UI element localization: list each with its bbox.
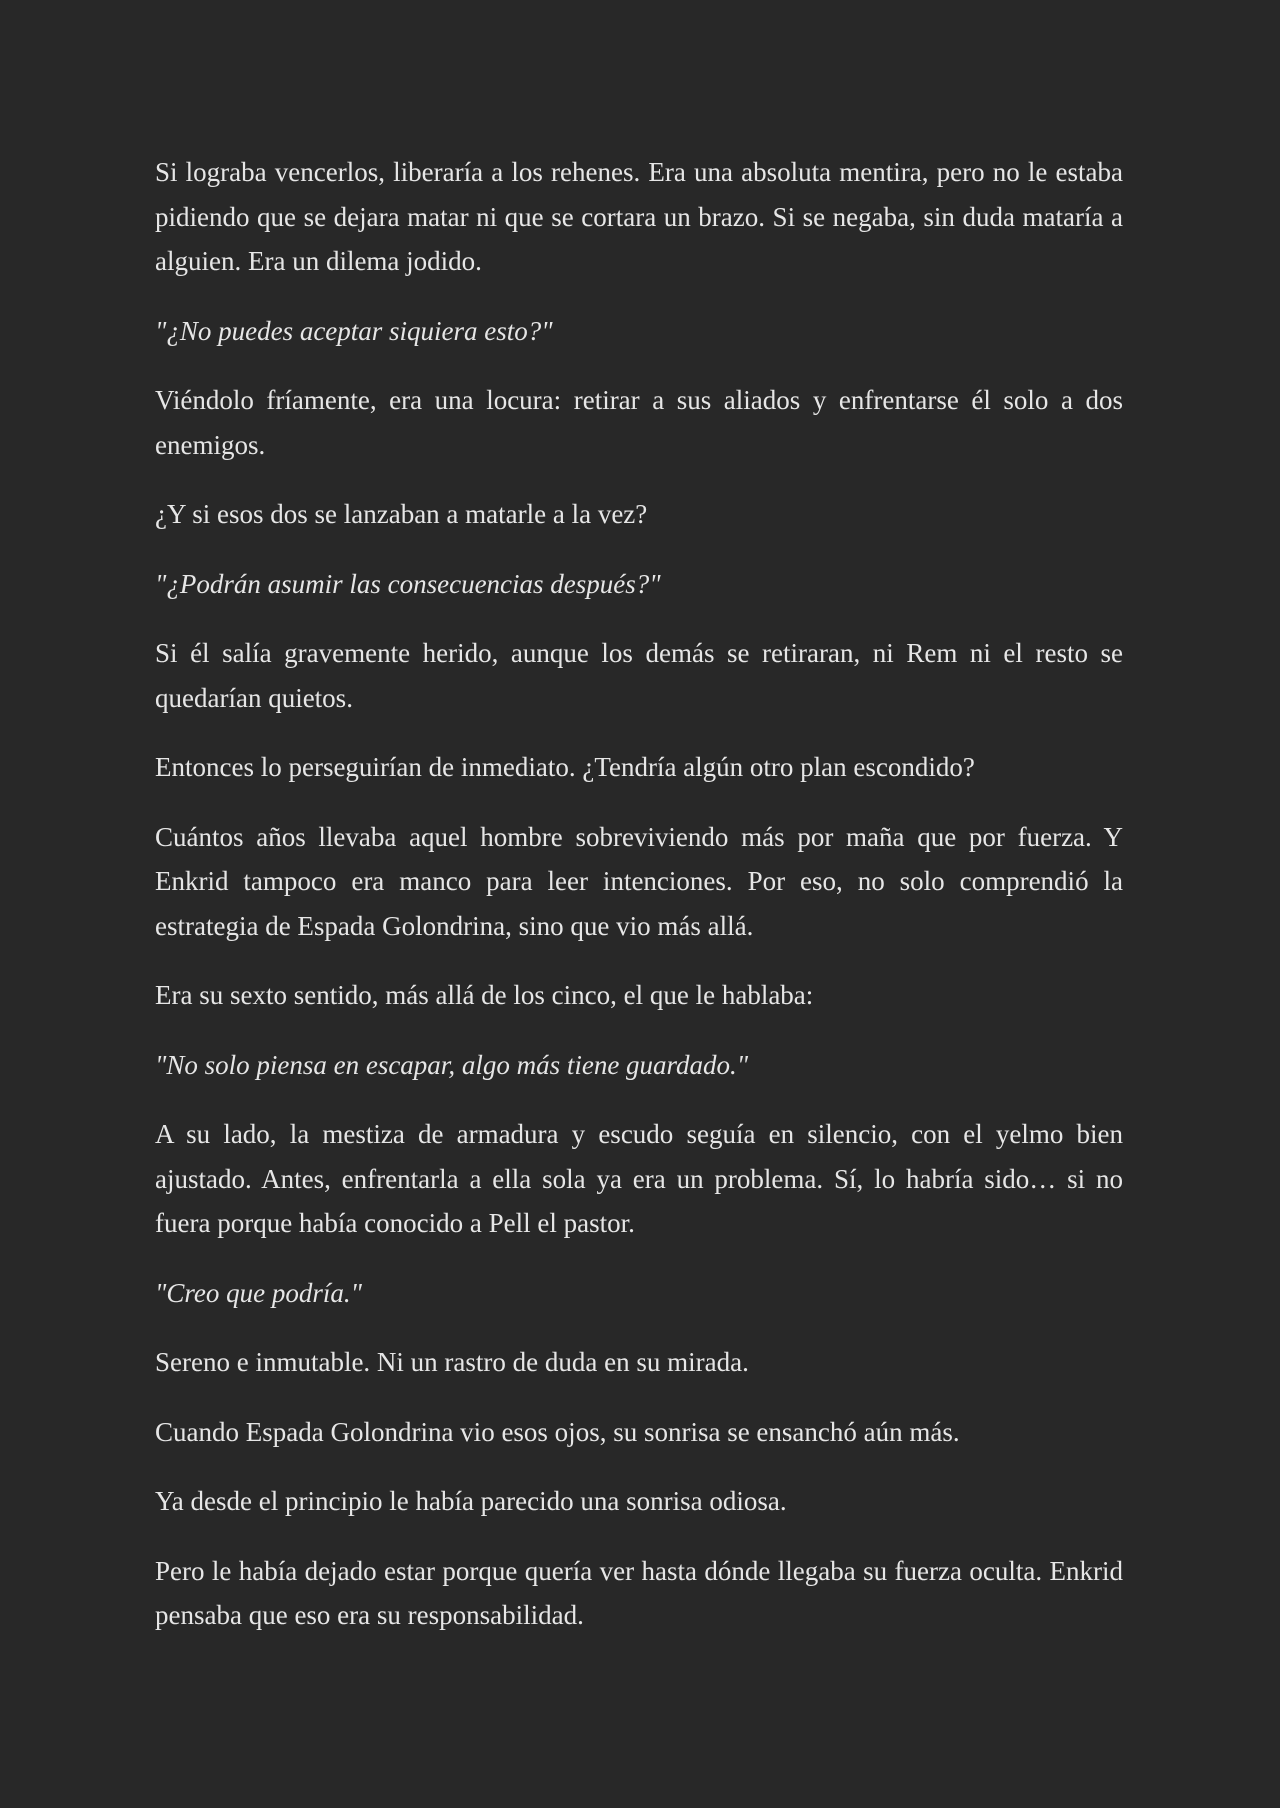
dialogue-line: "Creo que podría." bbox=[155, 1277, 362, 1308]
paragraph: Sereno e inmutable. Ni un rastro de duda en su mirada. bbox=[155, 1347, 749, 1377]
paragraph: A su lado, la mestiza de armadura y escudo seguía en silencio, con el yelmo bien ajustado. Antes, enfrentarla a ella sola ya era un problema. Sí, lo habría sido… si no fuera porque había conocido a Pell el pastor. bbox=[155, 1119, 1123, 1238]
dialogue-line: "No solo piensa en escapar, algo más tiene guardado." bbox=[155, 1049, 749, 1080]
dialogue-line: "¿No puedes aceptar siquiera esto?" bbox=[155, 315, 553, 346]
paragraph: Era su sexto sentido, más allá de los cinco, el que le hablaba: bbox=[155, 980, 814, 1010]
paragraph: Si él salía gravemente herido, aunque los demás se retiraran, ni Rem ni el resto se quedarían quietos. bbox=[155, 638, 1123, 713]
paragraph: Pero le había dejado estar porque quería ver hasta dónde llegaba su fuerza oculta. Enkrid pensaba que eso era su responsabilidad. bbox=[155, 1555, 1123, 1630]
dialogue-line: "¿Podrán asumir las consecuencias después?" bbox=[155, 568, 661, 599]
paragraph: ¿Y si esos dos se lanzaban a matarle a la vez? bbox=[155, 499, 648, 529]
paragraph: Si lograba vencerlos, liberaría a los rehenes. Era una absoluta mentira, pero no le estaba pidiendo que se dejara matar ni que se cortara un brazo. Si se negaba, sin duda mataría a alguien. Era un dilema jodido. bbox=[155, 157, 1123, 276]
paragraph: Ya desde el principio le había parecido una sonrisa odiosa. bbox=[155, 1486, 787, 1516]
paragraph: Entonces lo perseguirían de inmediato. ¿Tendría algún otro plan escondido? bbox=[155, 752, 975, 782]
paragraph: Cuántos años llevaba aquel hombre sobreviviendo más por maña que por fuerza. Y Enkrid tampoco era manco para leer intenciones. Por eso, no solo comprendió la estrategia de Espada Golondrina, sino que vio más allá. bbox=[155, 821, 1123, 941]
paragraph: Cuando Espada Golondrina vio esos ojos, su sonrisa se ensanchó aún más. bbox=[155, 1416, 960, 1447]
reader-content[interactable] bbox=[155, 150, 1123, 1663]
paragraph: Viéndolo fríamente, era una locura: retirar a sus aliados y enfrentarse él solo a dos enemigos. bbox=[155, 385, 1123, 460]
